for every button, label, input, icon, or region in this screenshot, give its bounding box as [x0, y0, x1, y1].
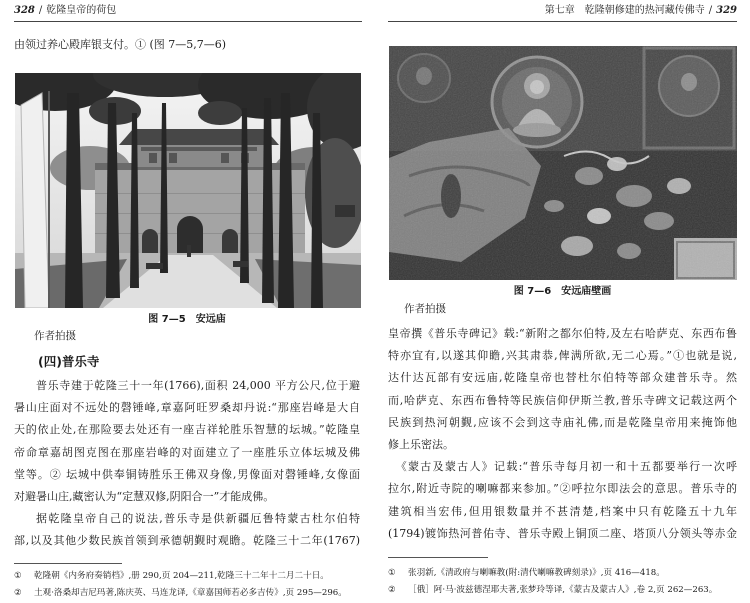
header-rule: [388, 21, 737, 22]
text-line: 拉尔,附近寺院的喇嘛都来参加。”②呼拉尔即法会的意思。普乐寺的: [388, 482, 737, 496]
figure-title: 安远庙壁画: [561, 286, 612, 297]
left-running-header: [14, 4, 116, 18]
text-line: 建筑相当宏伟,但用银数量并不甚清楚,档案中只有乾隆五十九年: [388, 504, 737, 518]
photo-credit: 作者拍摄: [404, 303, 446, 315]
page-number: 329: [716, 5, 737, 16]
text-line: 部,以及其他少数民族首领到承德朝觐时观瞻。乾隆三十二年(1767): [14, 534, 360, 548]
footnote-marker: ②: [14, 588, 22, 598]
page-number: 328: [14, 5, 35, 16]
header-separator: /: [38, 5, 43, 16]
text-line: 而,哈萨克、东西布鲁特等民族信仰伊斯兰教,普乐寺碑文记载这两个: [388, 393, 737, 407]
right-body-text: [388, 323, 737, 545]
text-line: 特亦宜有,以遂其仰瞻,兴其肃恭,俾满所欲,无二心焉。”①也就是说,: [388, 349, 737, 363]
footnote: [14, 585, 360, 602]
text-line: 《蒙古及蒙古人》记载:“普乐寺每月初一和十五都要举行一次呼: [395, 460, 737, 474]
text-line: 民族到热河朝觐,应该不会到这寺庙礼佛,而是乾隆皇帝用来掩饰他: [388, 415, 737, 429]
footnotes: [388, 565, 737, 599]
paragraph: [14, 508, 360, 552]
footnote-marker: ①: [14, 571, 22, 581]
text-line: 帝命章嘉胡图克图在那座岩峰的对面建立了一座胜乐立体坛城及佛: [14, 445, 360, 459]
footnote-marker: ①: [388, 568, 396, 578]
text-line: 普乐寺建于乾隆三十一年(1766),面积 24,000 平方公尺,位于避: [36, 379, 360, 392]
text-line: 天的依止处,在那险要去处还有一座吉祥轮胜乐智慧的坛城。”乾隆皇: [14, 423, 360, 437]
continued-text-line: 由领过养心殿库银支付。① (图 7—5,7—6): [14, 38, 227, 51]
figure-caption: [388, 284, 737, 300]
text-line: 皇帝撰《普乐寺碑记》载:“新附之都尔伯特,及左右哈萨克、东西布鲁: [388, 327, 737, 340]
footnote-text: 张羽新,《清政府与喇嘛教(附:清代喇嘛教碑刻录)》,页 416—418。: [408, 568, 665, 578]
photo-credit: 作者拍摄: [34, 330, 76, 342]
footnote-text: ［俄］阿·马·波兹德涅耶夫著,张梦玲等译,《蒙古及蒙古人》,卷 2,页 262—263。: [408, 585, 718, 595]
footnotes: [14, 568, 360, 602]
text-line: 暑山庄面对不远处的磬锤峰,章嘉阿旺罗桑却丹说:“那座岩峰是大自: [14, 401, 360, 415]
footnote-rule: [14, 563, 122, 564]
paragraph: [388, 456, 737, 545]
footnote: [388, 582, 737, 599]
photo-anyuan-temple-mural: [389, 46, 737, 280]
footnote-text: 土观·洛桑却吉尼玛著,陈庆英、马连龙译,《章嘉国师若必多吉传》,页 295—296。: [34, 588, 347, 598]
figure-label: 图 7—6: [513, 286, 552, 297]
figure-title: 安远庙: [195, 314, 226, 325]
left-body-text: [14, 375, 360, 553]
text-line: 对避暑山庄,藏密认为“定慧双修,阴阳合一”才能成佛。: [14, 489, 275, 503]
text-line: 堂等。② 坛城中供奉铜铸胜乐王佛双身像,男像面对磬锤峰,女像面: [14, 467, 360, 481]
text-line: (1794)镀饰热河普佑寺、普乐寺殿上铜顶二座、塔顶八分领头等赤金: [388, 526, 737, 540]
text-line: 修上乐密法。: [388, 437, 454, 451]
figure-label: 图 7—5: [148, 314, 186, 325]
footnote-text: 乾隆朝《内务府奏销档》,册 290,页 204—211,乾隆三十二年十二月二十日。: [34, 571, 329, 581]
footnote-marker: ②: [388, 585, 396, 595]
paragraph: [14, 375, 360, 508]
paragraph: [388, 323, 737, 456]
chapter-title: 第七章 乾隆朝修建的热河藏传佛寺: [544, 5, 705, 16]
header-separator: /: [708, 5, 713, 16]
section-heading: (四)普乐寺: [38, 354, 100, 369]
footnote: [14, 568, 360, 585]
right-running-header: [545, 4, 737, 18]
text-line: 据乾隆皇帝自己的说法,普乐寺是供新疆厄鲁特蒙古杜尔伯特: [36, 512, 360, 526]
footnote-rule: [388, 557, 488, 558]
figure-caption: [14, 312, 360, 328]
header-rule: [14, 21, 362, 22]
footnote: [388, 565, 737, 582]
photo-anyuan-temple: [15, 73, 361, 308]
text-line: 达什达瓦部有安远庙,乾隆皇帝也替杜尔伯特等部众建普乐寺。然: [388, 371, 737, 385]
book-title: 乾隆皇帝的荷包: [46, 5, 117, 16]
